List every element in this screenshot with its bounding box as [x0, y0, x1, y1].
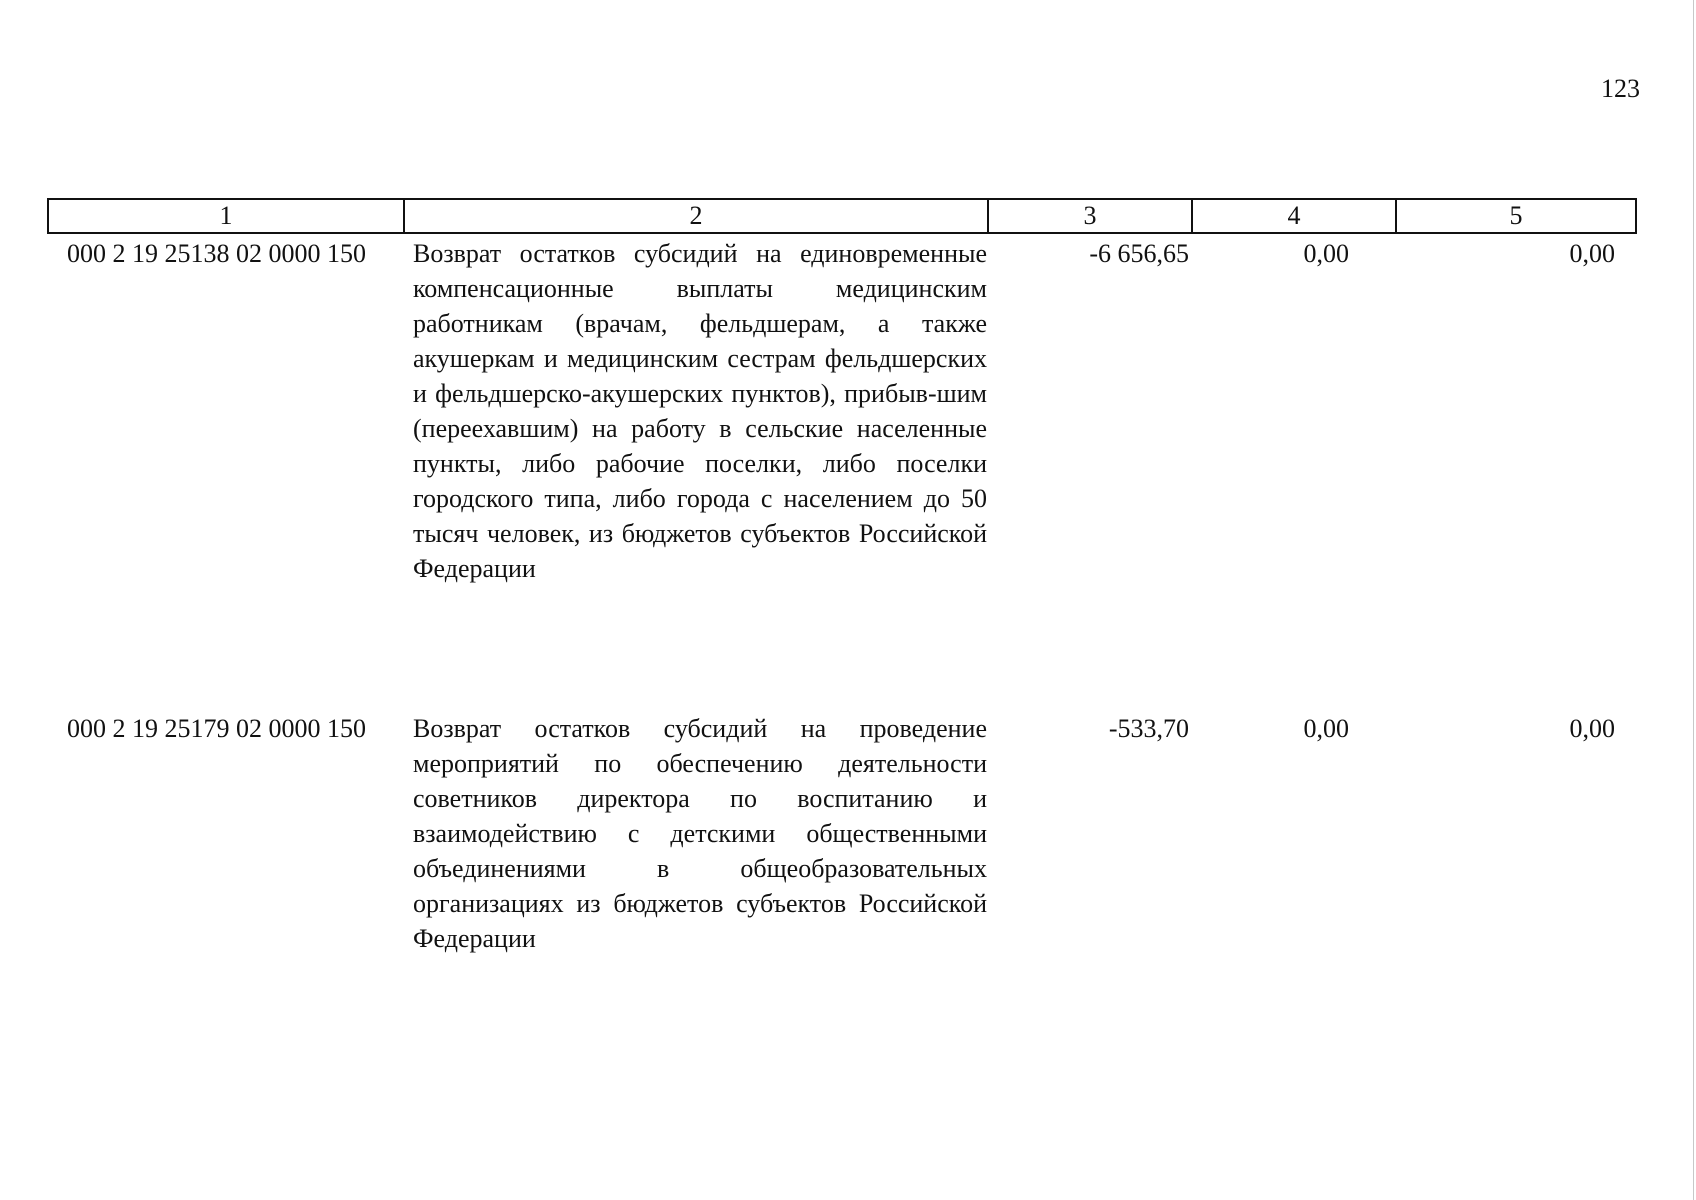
row-value-col-5: 0,00	[1569, 239, 1615, 268]
table-header-col-2: 2	[405, 200, 989, 232]
table-header-col-3: 3	[989, 200, 1193, 232]
row-value-col-3: -533,70	[1108, 714, 1189, 743]
row-value-col-3: -6 656,65	[1089, 239, 1189, 268]
row-value-col-4: 0,00	[1303, 239, 1349, 268]
table-row	[47, 236, 1637, 586]
row-description: Возврат остатков субсидий на единовременные компенсационные выплаты медицинским работникам (врачам, фельдшерам, а также акушеркам и медицинским сестрам фельдшерских и фельдшерско-акушерских пунктов), прибыв-шим (переехавшим) на работу в сельские населенные пункты, либо рабочие поселки, либо поселки городского типа, либо города с населением до 50 тысяч человек, из бюджетов субъектов Российской Федерации	[413, 239, 987, 583]
table-header-col-4: 4	[1193, 200, 1397, 232]
page-edge-divider	[1693, 0, 1694, 1200]
table-header-col-1: 1	[49, 200, 405, 232]
page-number: 123	[1601, 74, 1640, 103]
row-value-col-4: 0,00	[1303, 714, 1349, 743]
table-row	[47, 711, 1637, 956]
row-value-col-5: 0,00	[1569, 714, 1615, 743]
row-code: 000 2 19 25179 02 0000 150	[67, 714, 366, 743]
table-header-col-5: 5	[1509, 201, 1523, 230]
table-header-row	[47, 198, 1637, 234]
row-code: 000 2 19 25138 02 0000 150	[67, 239, 366, 268]
row-description: Возврат остатков субсидий на проведение мероприятий по обеспечению деятельности советников директора по воспитанию и взаимодействию с детскими общественными объединениями в общеобразовательных организациях из бюджетов субъектов Российской Федерации	[413, 714, 987, 953]
